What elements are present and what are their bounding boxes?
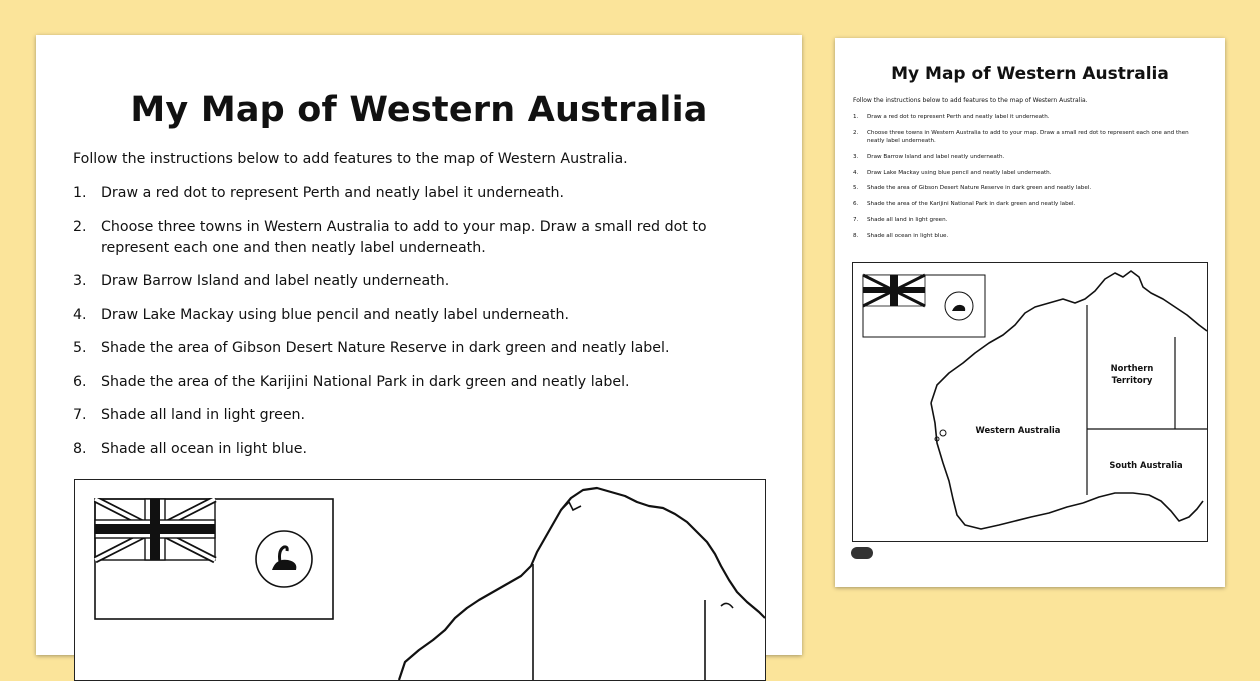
instruction-item: 7. Shade all land in light green. (853, 216, 948, 223)
instruction-item: 4. Draw Lake Mackay using blue pencil and neatly label underneath. (73, 306, 569, 323)
australia-map-outline (375, 480, 765, 680)
map-outline-box (74, 479, 766, 681)
western-australia-flag-icon (94, 498, 334, 620)
instruction-item: 5. Shade the area of Gibson Desert Nature Reserve in dark green and neatly label. (73, 340, 670, 356)
instruction-item: 6. Shade the area of the Karijini National Park in dark green and neatly label. (73, 373, 630, 390)
instructions-intro: Follow the instructions below to add features to the map of Western Australia. (853, 97, 1088, 104)
worksheet-page-large (36, 35, 802, 655)
instruction-item: 2. Choose three towns in Western Australia to add to your map. Draw a small red dot to represent each one and then neatly label underneath. (853, 129, 1189, 144)
worksheet-title: My Map of Western Australia (130, 90, 708, 130)
instruction-item: 3. Draw Barrow Island and label neatly underneath. (853, 153, 1005, 160)
instruction-item: 5. Shade the area of Gibson Desert Nature Reserve in dark green and neatly label. (853, 185, 1092, 192)
instruction-list (853, 113, 1203, 248)
map-label-south-australia: South Australia (1109, 460, 1183, 470)
map-outline-box (852, 262, 1208, 542)
instruction-item: 8. Shade all ocean in light blue. (853, 232, 949, 239)
australia-map-outline (853, 263, 1207, 541)
map-label-western-australia: Western Australia (975, 425, 1061, 435)
worksheet-page-thumbnail (835, 38, 1225, 587)
instructions-intro: Follow the instructions below to add features to the map of Western Australia. (73, 151, 628, 167)
instruction-item: 6. Shade the area of the Karijini National Park in dark green and neatly label. (853, 201, 1076, 208)
instruction-item: 1. Draw a red dot to represent Perth and neatly label it underneath. (853, 114, 1050, 120)
instruction-item: 4. Draw Lake Mackay using blue pencil and neatly label underneath. (853, 169, 1052, 176)
instruction-item: 1. Draw a red dot to represent Perth and neatly label it underneath. (73, 185, 565, 201)
instruction-list (73, 183, 773, 472)
instruction-item: 3. Draw Barrow Island and label neatly underneath. (73, 273, 450, 289)
instruction-item: 8. Shade all ocean in light blue. (73, 440, 308, 457)
map-label-northern-territory: Northern Territory (1110, 363, 1154, 385)
western-australia-flag-icon (863, 275, 985, 337)
instruction-item: 2. Choose three towns in Western Australia to add to your map. Draw a small red dot to represent each one and then neatly label underneath. (73, 218, 707, 256)
publisher-logo-icon (851, 547, 873, 559)
instruction-item: 7. Shade all land in light green. (73, 407, 306, 423)
worksheet-title: My Map of Western Australia (891, 64, 1169, 84)
